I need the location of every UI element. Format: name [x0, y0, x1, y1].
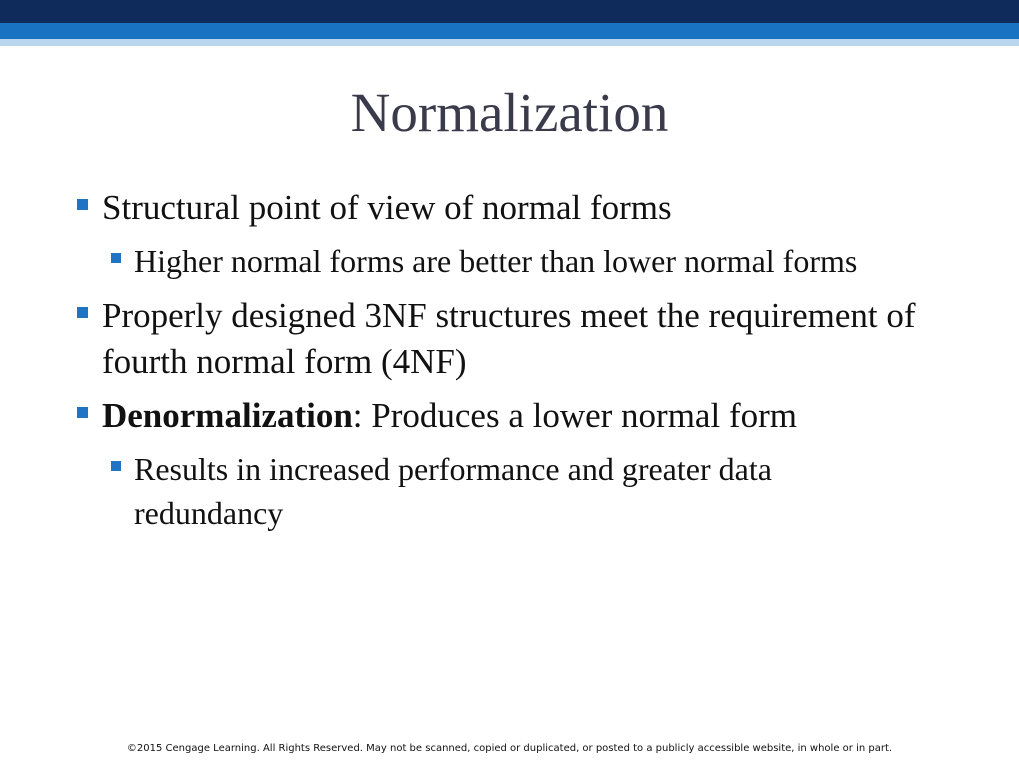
bullet-text: Properly designed 3NF structures meet the requirement of fourth normal form (4NF)	[102, 296, 916, 381]
slide-title: Normalization	[350, 82, 669, 143]
bullet-square-icon	[77, 307, 88, 318]
sub-bullet-item	[0, 239, 1019, 283]
header-band-mid	[0, 23, 1019, 39]
bullet-list	[0, 185, 1019, 545]
bullet-square-icon	[111, 461, 121, 471]
header-band-dark	[0, 0, 1019, 23]
sub-bullet-item	[0, 447, 1019, 535]
bullet-text: : Produces a lower normal form	[352, 396, 797, 435]
bullet-item	[0, 185, 1019, 231]
bullet-item	[0, 393, 1019, 439]
bullet-text: Structural point of view of normal forms	[102, 188, 672, 227]
bullet-square-icon	[111, 253, 121, 263]
bullet-bold-term: Denormalization	[102, 396, 353, 435]
header-band-light	[0, 39, 1019, 46]
copyright-footer: ©2015 Cengage Learning. All Rights Reserved. May not be scanned, copied or duplicated, or posted to a publicly accessible website, in whole or in part.	[126, 743, 893, 754]
bullet-text: Higher normal forms are better than lower normal forms	[134, 243, 858, 279]
bullet-text: Results in increased performance and greater data redundancy	[134, 451, 772, 531]
bullet-square-icon	[77, 407, 88, 418]
bullet-square-icon	[77, 199, 88, 210]
bullet-item	[0, 293, 1019, 385]
